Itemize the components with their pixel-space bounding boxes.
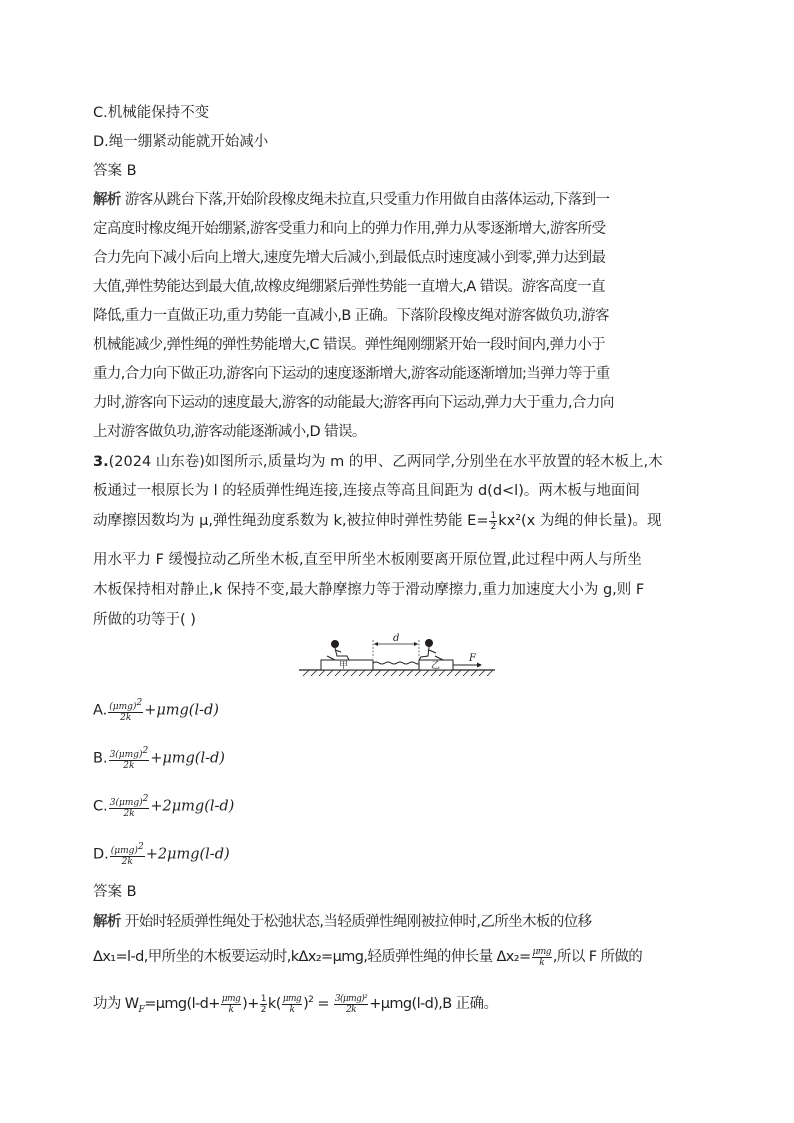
- option-d-previous: D.绳一绷紧动能就开始减小: [93, 134, 269, 150]
- analysis-1-line-4: 大值,弹性势能达到最大值,故橡皮绳绷紧后弹性势能一直增大,A 错误。游客高度一直: [93, 279, 605, 295]
- force-arrow-head: [477, 663, 482, 668]
- analysis-1-line-2: 定高度时橡皮绳开始绷紧,游客受重力和向上的弹力作用,弹力从零逐渐增大,游客所受: [93, 221, 606, 237]
- question-3-line-2: 板通过一根原长为 l 的轻质弹性绳连接,连接点等高且间距为 d(d<l)。两木板与地面间: [93, 483, 640, 499]
- question-number: 3.: [93, 454, 109, 470]
- question-3-line-6: 所做的功等于( ): [93, 612, 196, 628]
- option-d-fraction: $\frac{(\mu mg)^2}{2k}$: [110, 842, 144, 867]
- analysis-2-line-3: 功为 $W_F=\mu mg(l-d+$ $\frac{\text{μmg}}{k}$ )+ $\frac{1}{2}$ k( $\frac{\text{μmg}}{k}$ )$^2$ = $\frac{\text{3(μmg)²}}{2k}$ +μmg(l-d),B 正确。: [93, 993, 498, 1015]
- answer-1: 答案 B: [93, 163, 137, 179]
- analysis-1-line-7: 重力,合力向下做正功,游客向下运动的速度逐渐增大,游客动能逐渐增加;当弹力等于重: [93, 366, 610, 382]
- option-a: A. $\frac{(\mu mg)^2}{2k}$ +μmg(l-d): [93, 698, 219, 723]
- board-spring-figure: [297, 632, 497, 680]
- label-jia: 甲: [339, 661, 349, 671]
- option-c: C. $\frac{3(\mu mg)^2}{2k}$ +2μmg(l-d): [93, 794, 235, 819]
- answer-2: 答案 B: [93, 884, 137, 900]
- label-d: d: [393, 633, 400, 644]
- analysis-1-line-3: 合力先向下减小后向上增大,速度先增大后减小,到最低点时速度减小到零,弹力达到最: [93, 250, 606, 266]
- person-jia-icon: [327, 641, 349, 661]
- analysis-1-line-5: 降低,重力一直做正功,重力势能一直减小,B 正确。下落阶段橡皮绳对游客做负功,游客: [93, 308, 609, 324]
- option-b: B. $\frac{3(\mu mg)^2}{2k}$ +μmg(l-d): [93, 746, 225, 771]
- analysis-2-line-2: Δx₁=l-d,甲所坐的木板要运动时,kΔx₂=μmg,轻质弹性绳的伸长量 Δx₂= $\frac{\text{μmg}}{k}$ ,所以 F 所做的: [93, 946, 643, 968]
- option-a-fraction: $\frac{(\mu mg)^2}{2k}$: [109, 698, 143, 723]
- fraction-1: $\frac{\text{μmg}}{k}$: [221, 993, 241, 1015]
- label-yi: 乙: [431, 661, 441, 671]
- fraction-4: $\frac{\text{3(μmg)²}}{2k}$: [334, 993, 368, 1015]
- analysis-1-line-1: 解析 游客从跳台下落,开始阶段橡皮绳未拉直,只受重力作用做自由落体运动,下落到一: [93, 192, 610, 208]
- analysis-1-line-8: 力时,游客向下运动的速度最大,游客的动能最大;游客再向下运动,弹力大于重力,合力向: [93, 395, 614, 411]
- question-3-line-5: 木板保持相对静止,k 保持不变,最大静摩擦力等于滑动摩擦力,重力加速度大小为 g,则 F: [93, 582, 645, 598]
- fraction-2: $\frac{1}{2}$: [260, 993, 266, 1015]
- analysis-label: 解析: [93, 192, 121, 208]
- option-c-previous: C.机械能保持不变: [93, 105, 210, 121]
- analysis-label-2: 解析: [93, 914, 121, 930]
- question-3-line-4: 用水平力 F 缓慢拉动乙所坐木板,直至甲所坐木板刚要离开原位置,此过程中两人与所坐: [93, 552, 642, 568]
- fraction-half: $\frac{1}{2}$: [490, 510, 497, 532]
- fraction-mumg-k: $\frac{\text{μmg}}{k}$: [532, 946, 551, 968]
- option-d: D. $\frac{(\mu mg)^2}{2k}$ +2μmg(l-d): [93, 842, 230, 867]
- ground-hatch: [303, 670, 493, 676]
- analysis-1-line-9: 上对游客做负功,游客动能逐渐减小,D 错误。: [93, 424, 366, 440]
- question-3-line-3: 动摩擦因数均为 μ,弹性绳劲度系数为 k,被拉伸时弹性势能 E= $\frac{1}{2}$ kx²(x 为绳的伸长量)。现: [93, 510, 662, 532]
- analysis-2-line-1: 解析 开始时轻质弹性绳处于松弛状态,当轻质弹性绳刚被拉伸时,乙所坐木板的位移: [93, 914, 592, 930]
- analysis-1-line-6: 机械能减少,弹性绳的弹性势能增大,C 错误。弹性绳刚绷紧开始一段时间内,弹力小于: [93, 337, 606, 353]
- fraction-3: $\frac{\text{μmg}}{k}$: [282, 993, 302, 1015]
- option-b-fraction: $\frac{3(\mu mg)^2}{2k}$: [109, 746, 149, 771]
- label-F: F: [469, 653, 476, 664]
- figure-svg: [297, 632, 497, 680]
- option-c-fraction: $\frac{3(\mu mg)^2}{2k}$: [109, 794, 149, 819]
- question-3-line-1: 3.(2024 山东卷)如图所示,质量均为 m 的甲、乙两同学,分别坐在水平放置的轻木板上,木: [93, 454, 663, 470]
- person-yi-icon: [419, 640, 443, 661]
